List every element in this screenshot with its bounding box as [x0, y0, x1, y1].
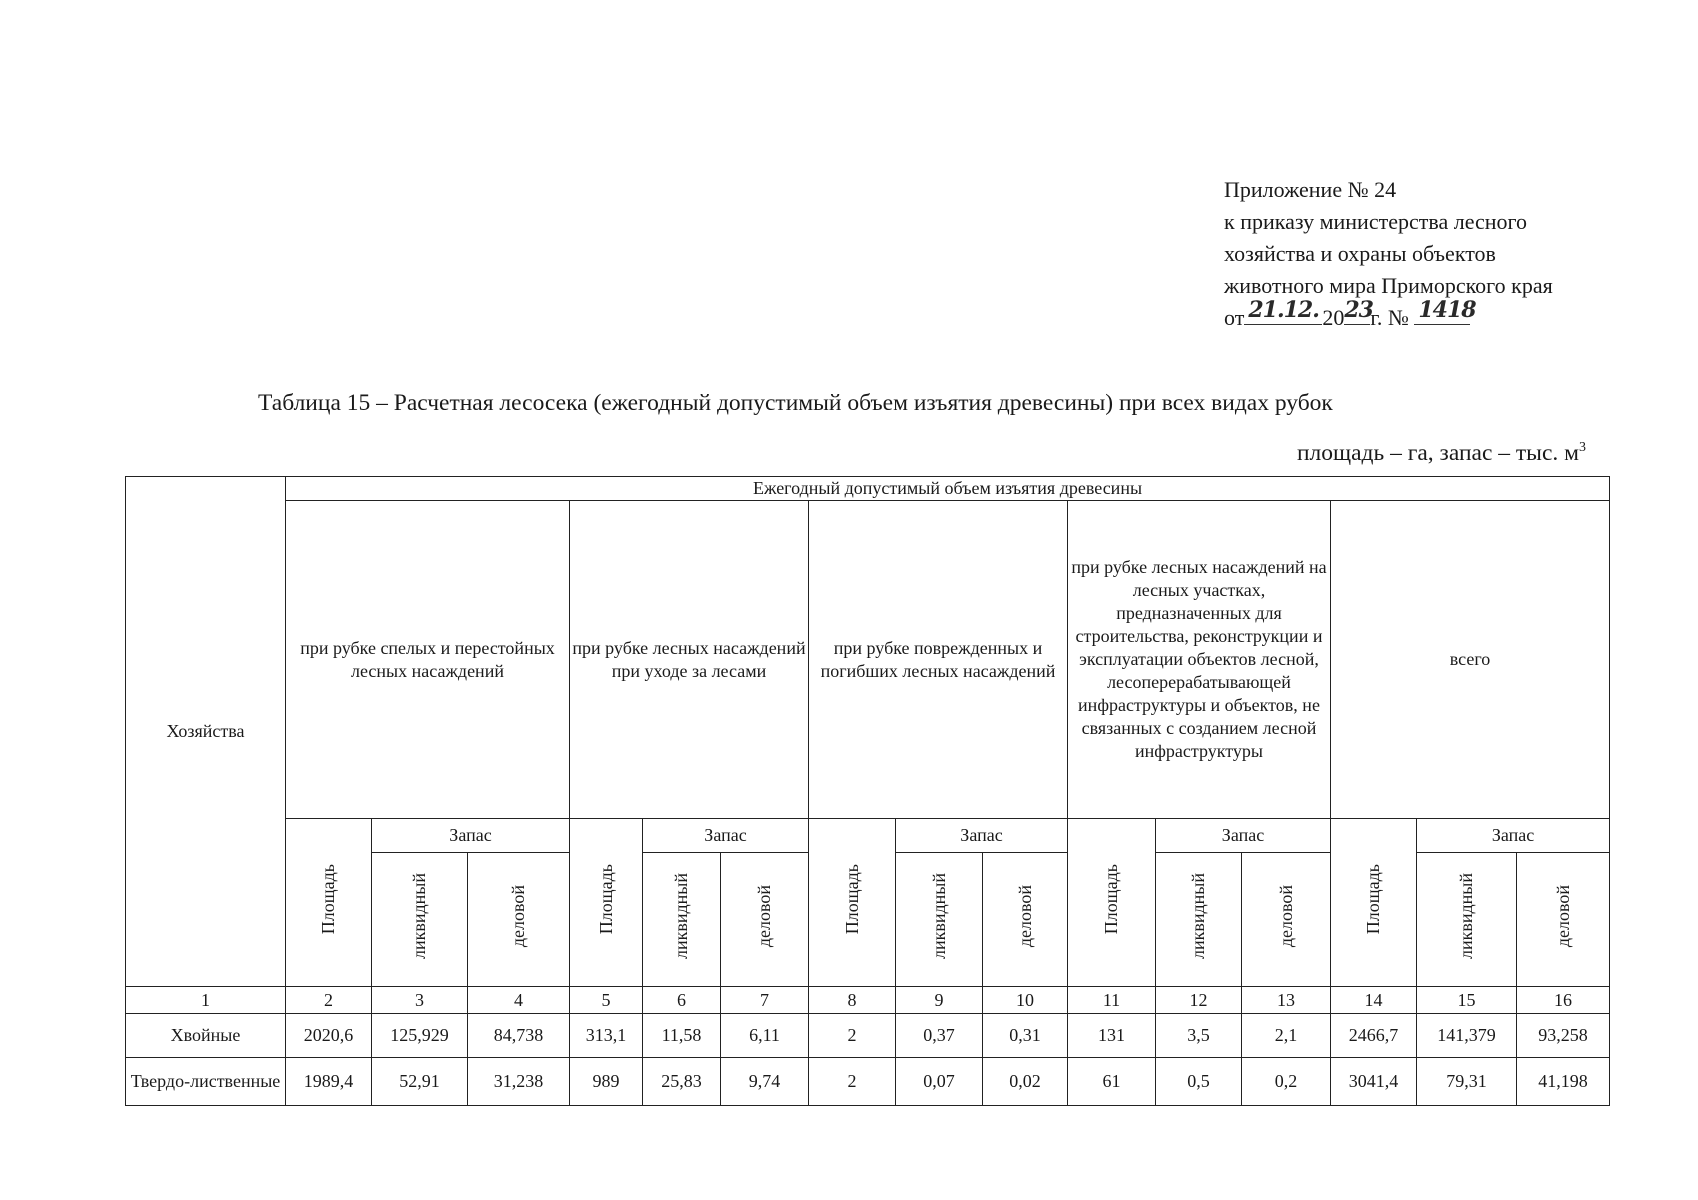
cell: 0,02: [983, 1058, 1068, 1106]
column-number: 15: [1417, 987, 1517, 1014]
column-number: 13: [1242, 987, 1331, 1014]
handwritten-day-month: 21.12.: [1248, 297, 1319, 323]
column-number: 1: [126, 987, 286, 1014]
appendix-title: Приложение № 24: [1224, 177, 1397, 202]
cell: 52,91: [372, 1058, 468, 1106]
cell: 3,5: [1156, 1014, 1242, 1058]
column-number: 8: [809, 987, 896, 1014]
header-liquid: ликвидный: [896, 853, 983, 987]
table-caption: Таблица 15 – Расчетная лесосека (ежегодный допустимый объем изъятия древесины) при всех видах рубок: [258, 390, 1333, 416]
group-header-damaged: при рубке поврежденных и погибших лесных насаждений: [809, 501, 1068, 819]
header-area: Площадь: [1068, 819, 1156, 987]
handwritten-number: 1418: [1418, 297, 1476, 323]
units-text: площадь – га, запас – тыс. м: [1296, 440, 1579, 466]
header-stock: Запас: [1417, 819, 1610, 853]
cell: 0,31: [983, 1014, 1068, 1058]
date-day-month-field: [1244, 297, 1322, 325]
appendix-line: животного мира Приморского края: [1224, 273, 1553, 298]
cell: 0,5: [1156, 1058, 1242, 1106]
column-number: 6: [643, 987, 721, 1014]
cell: 2: [809, 1014, 896, 1058]
cell: 0,2: [1242, 1058, 1331, 1106]
column-number-row: [126, 987, 1610, 1014]
header-business: деловой: [721, 853, 809, 987]
number-prefix: г. №: [1370, 305, 1409, 330]
column-number: 4: [468, 987, 570, 1014]
cell: 25,83: [643, 1058, 721, 1106]
cell: 93,258: [1517, 1014, 1610, 1058]
column-number: 12: [1156, 987, 1242, 1014]
appendix-line: хозяйства и охраны объектов: [1224, 241, 1496, 266]
number-field: [1414, 297, 1476, 325]
cell: 0,37: [896, 1014, 983, 1058]
table-row: [126, 1014, 1610, 1058]
header-area: Площадь: [570, 819, 643, 987]
header-business: деловой: [468, 853, 570, 987]
header-liquid: ликвидный: [1417, 853, 1517, 987]
header-area: Площадь: [809, 819, 896, 987]
header-business: деловой: [983, 853, 1068, 987]
header-business: деловой: [1517, 853, 1610, 987]
appendix-block: [1224, 174, 1553, 334]
cell: 313,1: [570, 1014, 643, 1058]
header-area: Площадь: [1331, 819, 1417, 987]
cell: 84,738: [468, 1014, 570, 1058]
table-row: [126, 1058, 1610, 1106]
header-area: Площадь: [286, 819, 372, 987]
cell: 2020,6: [286, 1014, 372, 1058]
units-superscript: 3: [1579, 440, 1586, 456]
header-stock: Запас: [643, 819, 809, 853]
cell: 0,07: [896, 1058, 983, 1106]
column-number: 16: [1517, 987, 1610, 1014]
cell: 9,74: [721, 1058, 809, 1106]
header-liquid: ликвидный: [643, 853, 721, 987]
header-stock: Запас: [1156, 819, 1331, 853]
group-header-mature: при рубке спелых и перестойных лесных насаждений: [286, 501, 570, 819]
group-header-construction: при рубке лесных насаждений на лесных участках, предназначенных для строительства, реконструкции и эксплуатации объектов лесной, лесоперерабатывающей инфраструктуры и объектов, не связанных с созданием лесной инфраструктуры: [1068, 501, 1331, 819]
date-prefix: от: [1224, 305, 1245, 330]
header-liquid: ликвидный: [372, 853, 468, 987]
handwritten-year: 23: [1344, 297, 1373, 323]
cell: 31,238: [468, 1058, 570, 1106]
cell: 2,1: [1242, 1014, 1331, 1058]
cell: 2: [809, 1058, 896, 1106]
cell: 79,31: [1417, 1058, 1517, 1106]
cell: 125,929: [372, 1014, 468, 1058]
header-stock: Запас: [372, 819, 570, 853]
year-field: [1344, 297, 1373, 325]
units-note: [1297, 440, 1586, 467]
cell: 6,11: [721, 1014, 809, 1058]
header-farms: Хозяйства: [126, 477, 286, 987]
header-stock: Запас: [896, 819, 1068, 853]
cell: 989: [570, 1058, 643, 1106]
cell: 131: [1068, 1014, 1156, 1058]
column-number: 7: [721, 987, 809, 1014]
header-business: деловой: [1242, 853, 1331, 987]
year-prefix: 20: [1322, 305, 1345, 330]
cell: 11,58: [643, 1014, 721, 1058]
column-number: 10: [983, 987, 1068, 1014]
appendix-date-line: [1224, 297, 1553, 334]
column-number: 2: [286, 987, 372, 1014]
column-number: 5: [570, 987, 643, 1014]
header-annual-volume: Ежегодный допустимый объем изъятия древесины: [286, 477, 1610, 501]
appendix-line: к приказу министерства лесного: [1224, 209, 1528, 234]
row-name-coniferous: Хвойные: [126, 1014, 286, 1058]
cell: 1989,4: [286, 1058, 372, 1106]
column-number: 3: [372, 987, 468, 1014]
group-header-care: при рубке лесных насаждений при уходе за лесами: [570, 501, 809, 819]
cell: 41,198: [1517, 1058, 1610, 1106]
allowable-cut-table: [125, 476, 1610, 1106]
group-header-total: всего: [1331, 501, 1610, 819]
cell: 61: [1068, 1058, 1156, 1106]
column-number: 14: [1331, 987, 1417, 1014]
cell: 3041,4: [1331, 1058, 1417, 1106]
row-name-hardwood: Твердо-лиственные: [126, 1058, 286, 1106]
column-number: 11: [1068, 987, 1156, 1014]
header-liquid: ликвидный: [1156, 853, 1242, 987]
column-number: 9: [896, 987, 983, 1014]
cell: 2466,7: [1331, 1014, 1417, 1058]
cell: 141,379: [1417, 1014, 1517, 1058]
